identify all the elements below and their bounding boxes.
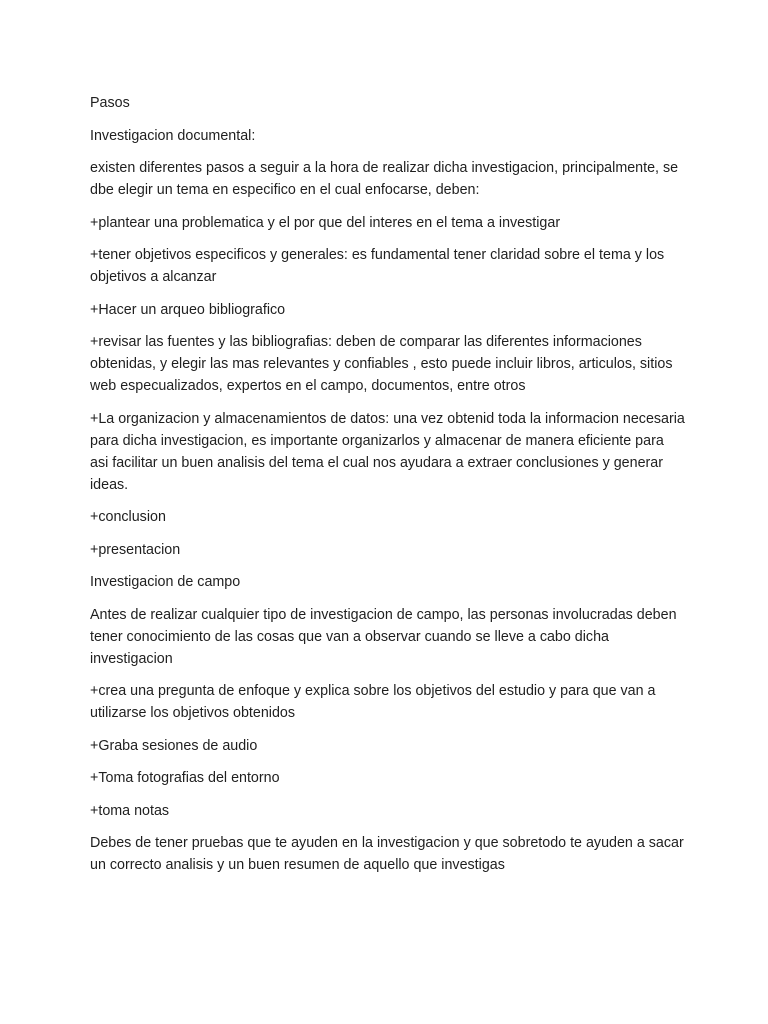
step-presentacion: +presentacion: [90, 541, 181, 558]
closing-paragraph: Debes de tener pruebas que te ayuden en la investigacion y que sobretodo te ayuden a sacar un correcto analisis y un buen resumen de aquello que investigas: [90, 835, 684, 873]
campo-intro-paragraph: Antes de realizar cualquier tipo de investigacion de campo, las personas involucradas deben tener conocimiento de las cosas que van a observar cuando se lleve a cabo dicha investigacion: [90, 606, 677, 667]
step-organizacion-datos: +La organizacion y almacenamientos de datos: una vez obtenid toda la informacion necesaria para dicha investigacion, es importante organizarlos y almacenar de manera eficiente para asi facilitar un buen analisis del tema el cual nos ayudara a extraer conclusiones y generar ideas.: [90, 410, 685, 493]
step-tener-objetivos: +tener objetivos especificos y generales: es fundamental tener claridad sobre el tema y los objetivos a alcanzar: [90, 247, 665, 285]
step-toma-notas: +toma notas: [90, 802, 170, 819]
step-toma-fotografias: +Toma fotografias del entorno: [90, 770, 280, 786]
step-conclusion: +conclusion: [90, 509, 166, 525]
step-arqueo-bibliografico: +Hacer un arqueo bibliografico: [90, 301, 286, 318]
step-crea-pregunta: +crea una pregunta de enfoque y explica sobre los objetivos del estudio y para que van a utilizarse los objetivos obtenidos: [90, 683, 656, 721]
step-plantear-problematica: +plantear una problematica y el por que del interes en el tema a investigar: [90, 214, 561, 231]
section-heading-investigacion-documental: Investigacion documental:: [90, 127, 256, 144]
intro-paragraph: existen diferentes pasos a seguir a la hora de realizar dicha investigacion, principalmente, se dbe elegir un tema en especifico en el cual enfocarse, deben:: [90, 160, 679, 198]
document-page: [90, 92, 686, 887]
heading-pasos: Pasos: [90, 95, 130, 111]
step-revisar-fuentes: +revisar las fuentes y las bibliografias: deben de comparar las diferentes informaciones obtenidas, y elegir las mas relevantes y confiables , esto puede incluir libros, articulos, sitios web especualizados, expertos en el campo, documentos, entre otros: [90, 334, 673, 394]
step-graba-audio: +Graba sesiones de audio: [90, 737, 258, 754]
section-heading-investigacion-campo: Investigacion de campo: [90, 574, 241, 590]
